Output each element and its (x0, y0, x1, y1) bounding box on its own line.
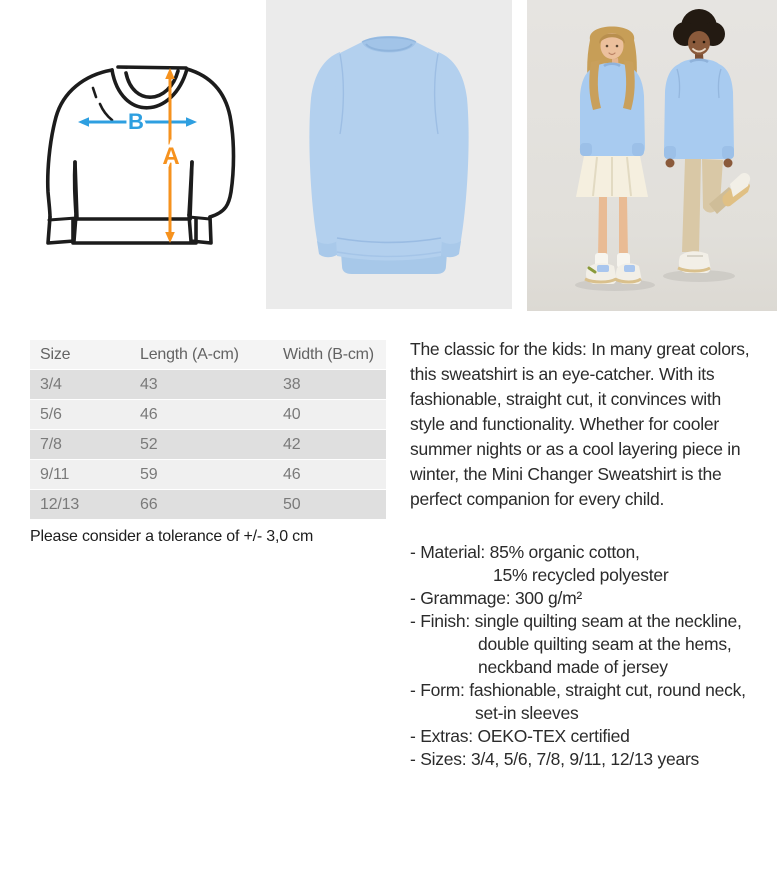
description-line: winter, the Mini Changer Sweatshirt is the (410, 464, 722, 484)
detail-material: - Material: 85% organic cotton, (410, 542, 640, 562)
tolerance-note: Please consider a tolerance of +/- 3,0 cm (30, 528, 314, 545)
detail-finish-cont: double quilting seam at the hems, (478, 634, 732, 654)
product-photo-front[interactable] (266, 0, 512, 309)
table-row: 5/6 46 40 (30, 400, 386, 430)
description-line: fashionable, straight cut, it convinces with (410, 389, 721, 409)
description-line: this sweatshirt is an eye-catcher. With its (410, 364, 715, 384)
description-line: summer nights or as a cool layering piece in (410, 439, 741, 459)
detail-form-cont: set-in sleeves (475, 703, 579, 723)
detail-finish-cont: neckband made of jersey (478, 657, 668, 677)
table-row: 9/11 59 46 (30, 460, 386, 490)
description-line: perfect companion for every child. (410, 489, 665, 509)
length-label: A (162, 143, 180, 170)
sweatshirt-line-drawing-icon (20, 40, 250, 270)
description-line: style and functionality. Whether for cooler (410, 414, 719, 434)
detail-extras: - Extras: OEKO-TEX certified (410, 726, 630, 746)
two-kids-wearing-sweatshirts-image (527, 0, 777, 311)
column-header-size: Size (40, 345, 71, 363)
product-details-list (410, 541, 746, 771)
detail-sizes: - Sizes: 3/4, 5/6, 7/8, 9/11, 12/13 years (410, 749, 700, 769)
table-row: 7/8 52 42 (30, 430, 386, 460)
measurement-arrow-b (78, 109, 197, 134)
sweatshirt-measurement-diagram (20, 40, 250, 270)
detail-material-cont: 15% recycled polyester (493, 565, 669, 585)
width-label: B (128, 109, 144, 134)
kids-model-photo[interactable] (527, 0, 777, 311)
blue-sweatshirt-image (266, 0, 512, 309)
column-header-length: Length (A-cm) (140, 345, 239, 363)
table-row: 12/13 66 50 (30, 490, 386, 520)
size-table (30, 340, 386, 519)
measurement-arrow-a (162, 68, 179, 243)
description-line: The classic for the kids: In many great colors, (410, 339, 750, 359)
product-description (410, 337, 749, 512)
table-row: 3/4 43 38 (30, 370, 386, 400)
detail-finish: - Finish: single quilting seam at the neckline, (410, 611, 742, 631)
size-table-header-row (30, 340, 386, 370)
detail-grammage: - Grammage: 300 g/m² (410, 588, 582, 608)
detail-form: - Form: fashionable, straight cut, round neck, (410, 680, 746, 700)
column-header-width: Width (B-cm) (283, 345, 374, 363)
